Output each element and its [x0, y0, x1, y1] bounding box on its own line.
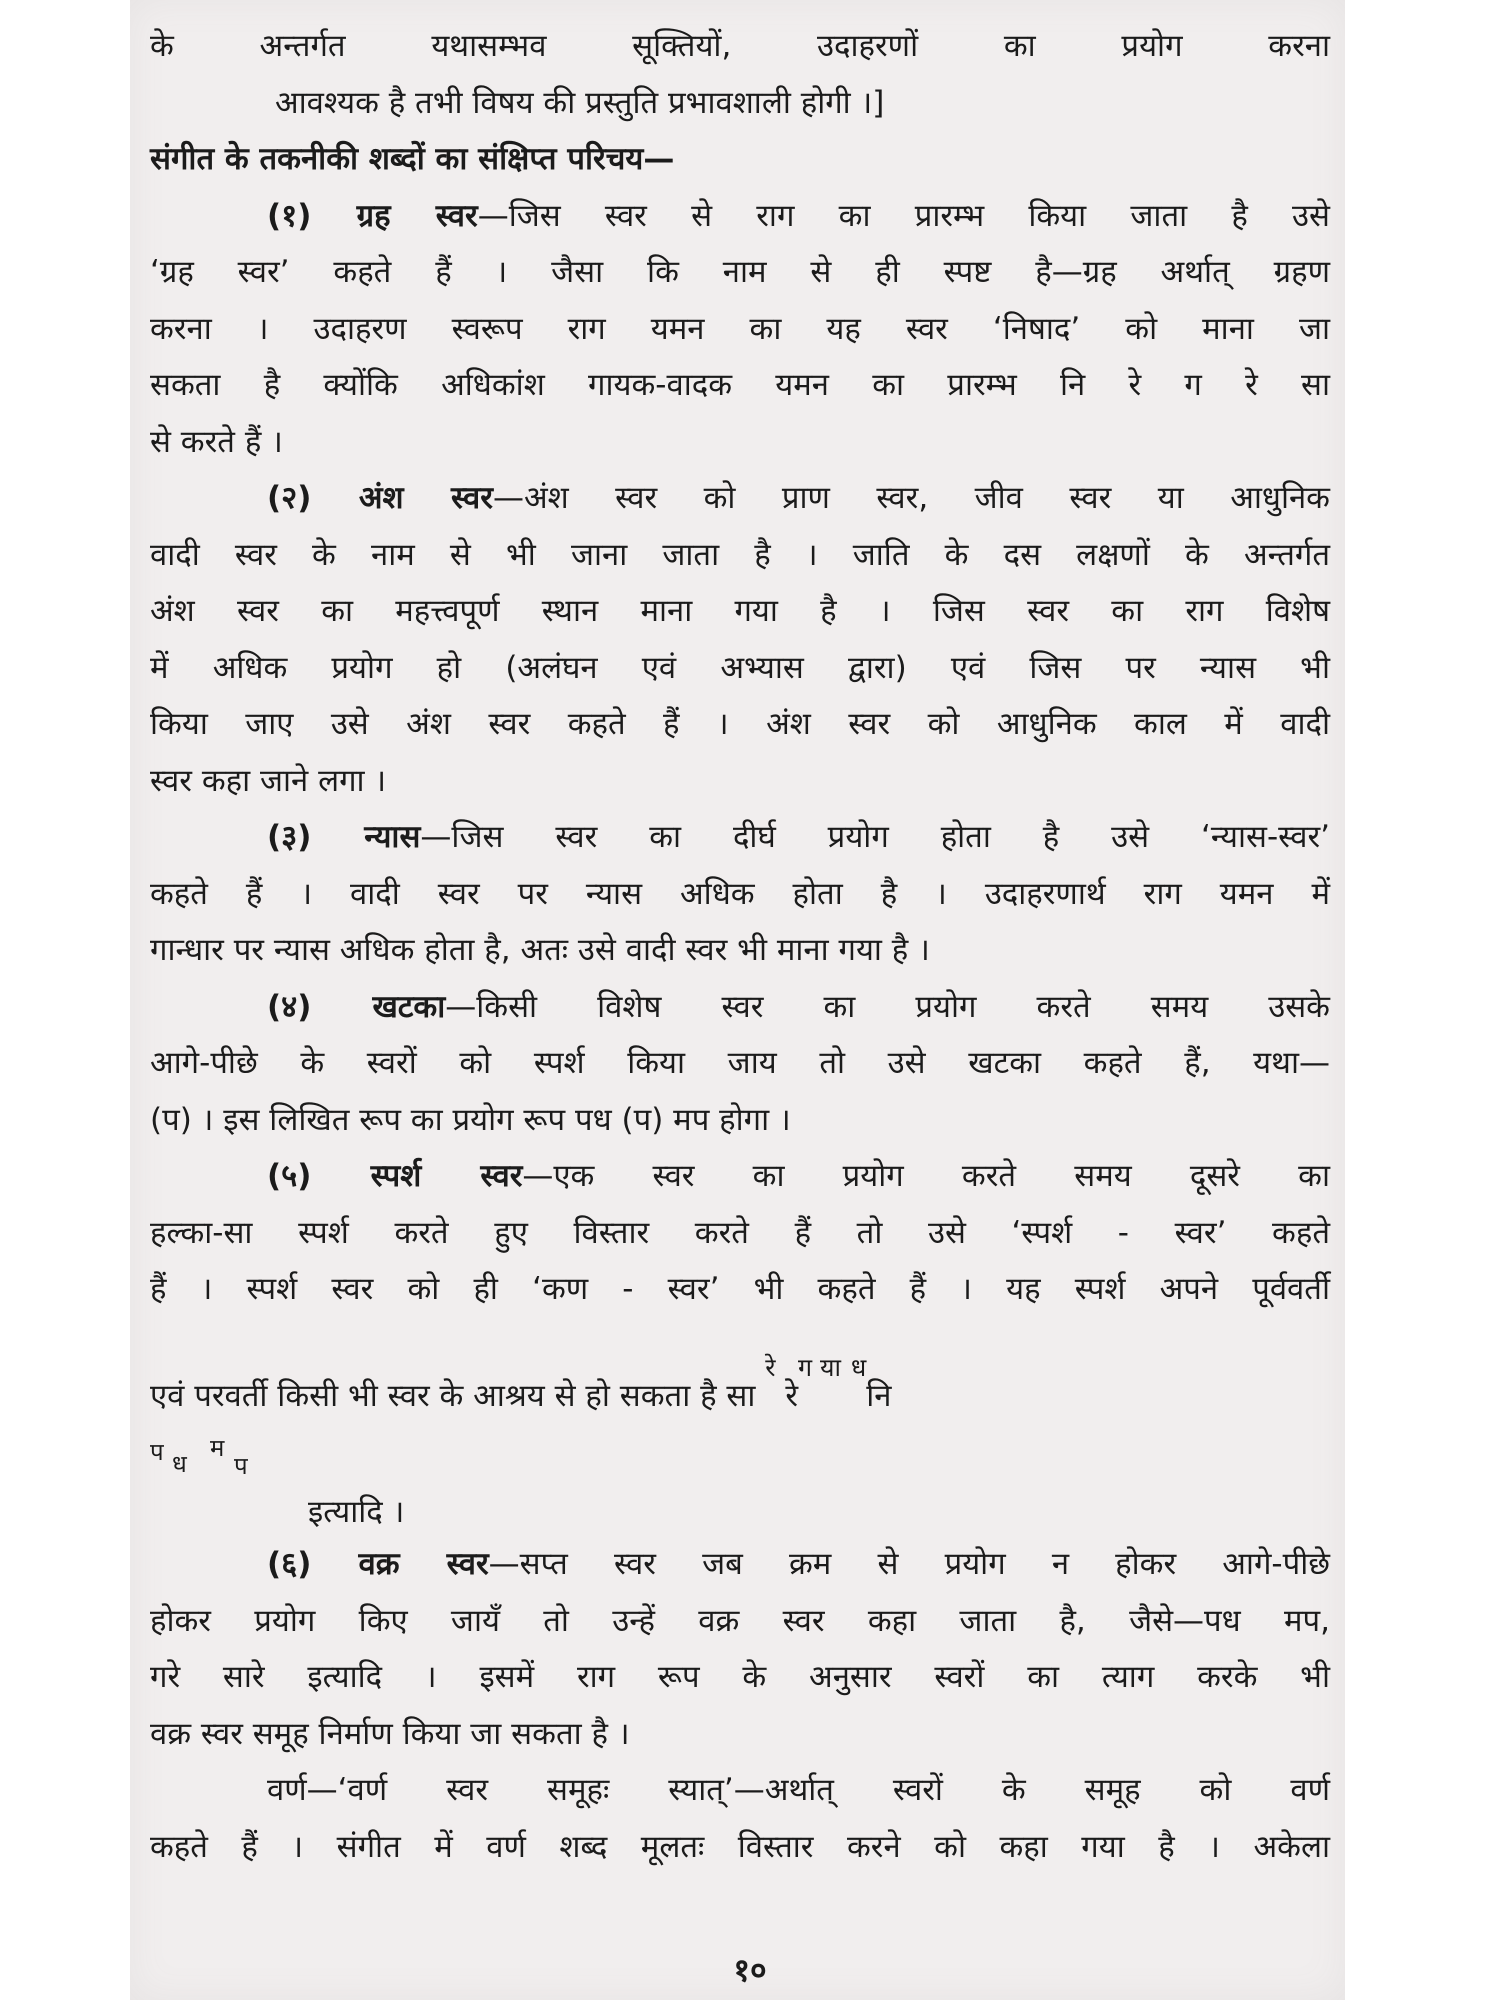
text-line: (प) । इस लिखित रूप का प्रयोग रूप पध (प) मप होगा । — [150, 1101, 791, 1138]
page-number: १० — [733, 1951, 767, 1989]
notation-swar: ध — [172, 1450, 187, 1478]
paragraph-nyas — [150, 809, 1330, 866]
term-label: (६) वक्र स्वर — [267, 1546, 489, 1582]
text-line: ‘ग्रह स्वर’ कहते हैं । जैसा कि नाम से ही स्पष्ट है—ग्रह अर्थात् ग्रहण — [150, 254, 1330, 290]
text-span: एवं परवर्ती किसी भी स्वर के आश्रय से हो सकता है सा — [150, 1377, 756, 1414]
text-line: कहते हैं । संगीत में वर्ण शब्द मूलतः विस्तार करने को कहा गया है । अकेला — [150, 1828, 1330, 1865]
text-line: होकर प्रयोग किए जायँ तो उन्हें वक्र स्वर कहा जाता है, जैसे—पध मप, — [150, 1602, 1330, 1639]
text-line: आवश्यक है तभी विषय की प्रस्तुति प्रभावशाली होगी ।] — [275, 84, 885, 121]
spacer — [150, 1318, 1330, 1368]
term-label: (४) खटका — [267, 988, 446, 1025]
text-line: अंश स्वर का महत्त्वपूर्ण स्थान माना गया है । जिस स्वर का राग विशेष — [150, 593, 1330, 629]
paragraph-varna: वर्ण—‘वर्ण स्वर समूहः स्यात्’—अर्थात् स्वरों के समूह को वर्ण — [267, 1772, 1330, 1808]
text-line: आगे-पीछे के स्वरों को स्पर्श किया जाय तो उसे खटका कहते हैं, यथा— — [150, 1045, 1330, 1081]
paragraph-vakra-swar — [150, 1536, 1330, 1593]
notation-swar: रे — [785, 1377, 799, 1414]
section-heading: संगीत के तकनीकी शब्दों का संक्षिप्त परिचय— — [150, 141, 675, 177]
term-label: (३) न्यास — [267, 819, 421, 855]
text-line: किया जाए उसे अंश स्वर कहते हैं । अंश स्वर को आधुनिक काल में वादी — [150, 706, 1330, 742]
text-span: —किसी विशेष स्वर का प्रयोग करते समय उसके — [445, 988, 1330, 1025]
text-line: गरे सारे इत्यादि । इसमें राग रूप के अनुसार स्वरों का त्याग करके भी — [150, 1659, 1330, 1695]
term-label: (५) स्पर्श स्वर — [267, 1158, 523, 1194]
paragraph-sparsh-swar — [150, 1148, 1330, 1205]
text-span: —सप्त स्वर जब क्रम से प्रयोग न होकर आगे-पीछे — [488, 1546, 1330, 1582]
text-line: वादी स्वर के नाम से भी जाना जाता है । जाति के दस लक्षणों के अन्तर्गत — [150, 536, 1330, 573]
text-line: के अन्तर्गत यथासम्भव सूक्तियों, उदाहरणों का प्रयोग करना — [150, 28, 1330, 64]
term-label: (१) ग्रह स्वर — [267, 197, 478, 234]
text-line: करना । उदाहरण स्वरूप राग यमन का यह स्वर ‘निषाद’ को माना जा — [150, 310, 1330, 347]
notation-swar: प — [150, 1438, 164, 1466]
paragraph-ansh-swar — [150, 470, 1330, 527]
notation-line — [150, 1352, 1330, 1425]
text-span: —जिस स्वर से राग का प्रारम्भ किया जाता है उसे — [477, 197, 1330, 234]
text-line: कहते हैं । वादी स्वर पर न्यास अधिक होता है । उदाहरणार्थ राग यमन में — [150, 875, 1330, 912]
text-line: हल्का-सा स्पर्श करते हुए विस्तार करते हैं तो उसे ‘स्पर्श - स्वर’ कहते — [150, 1214, 1330, 1251]
text-line: इत्यादि । — [308, 1494, 405, 1530]
notation-kan-swar: रे — [765, 1352, 776, 1382]
text-line: में अधिक प्रयोग हो (अलंघन एवं अभ्यास द्वारा) एवं जिस पर न्यास भी — [150, 649, 1330, 686]
page-text — [150, 18, 1330, 1875]
text-span: —अंश स्वर को प्राण स्वर, जीव स्वर या आधुनिक — [492, 480, 1330, 516]
text-line: से करते हैं । — [150, 423, 283, 460]
text-line: स्वर कहा जाने लगा । — [150, 762, 387, 799]
text-line: वक्र स्वर समूह निर्माण किया जा सकता है । — [150, 1715, 630, 1752]
notation-swar: नि — [866, 1377, 892, 1414]
notation-swar: म — [210, 1434, 225, 1462]
term-label: (२) अंश स्वर — [267, 480, 493, 516]
text-span: —एक स्वर का प्रयोग करते समय दूसरे का — [522, 1158, 1330, 1194]
text-line: सकता है क्योंकि अधिकांश गायक-वादक यमन का प्रारम्भ नि रे ग रे सा — [150, 367, 1330, 403]
notation-subline — [150, 1424, 1330, 1484]
paragraph-khatka — [150, 979, 1330, 1036]
text-span: —जिस स्वर का दीर्घ प्रयोग होता है उसे ‘न्यास-स्वर’ — [420, 819, 1330, 855]
notation-kan-swar: ग या — [798, 1352, 842, 1382]
text-line: हैं । स्पर्श स्वर को ही ‘कण - स्वर’ भी कहते हैं । यह स्पर्श अपने पूर्ववर्ती — [150, 1271, 1330, 1307]
notation-kan-swar: ध — [850, 1352, 867, 1382]
text-line: गान्धार पर न्यास अधिक होता है, अतः उसे वादी स्वर भी माना गया है । — [150, 932, 930, 968]
notation-swar: प — [234, 1452, 248, 1480]
paragraph-graha-swar — [150, 188, 1330, 245]
